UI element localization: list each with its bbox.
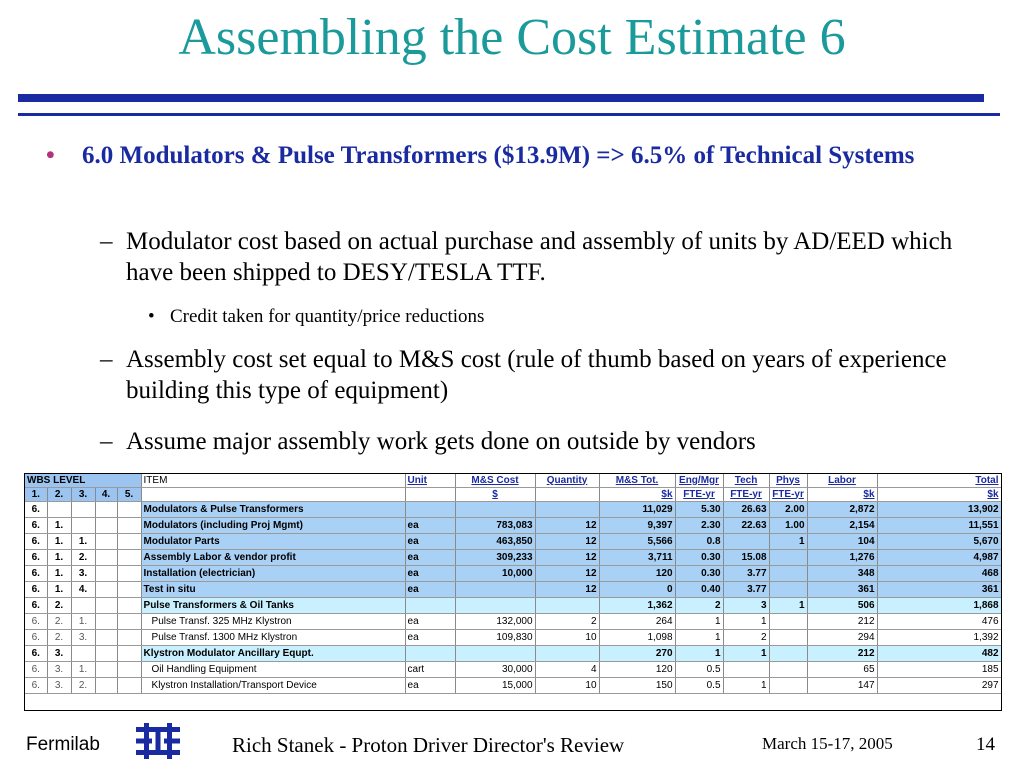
table-row — [25, 646, 1001, 662]
total-cost-cell: 185 — [877, 662, 1001, 678]
wbs-level-3-cell — [71, 598, 95, 614]
total-cost-cell: 1,868 — [877, 598, 1001, 614]
unit-cell: ea — [405, 566, 455, 582]
ms-cost-cell — [455, 646, 535, 662]
header-wbs-level: WBS LEVEL — [25, 474, 141, 488]
item-name-cell: Oil Handling Equipment — [141, 662, 405, 678]
table-row — [25, 598, 1001, 614]
tech-fte-cell: 3 — [723, 598, 769, 614]
header-level-2: 2. — [47, 488, 71, 502]
quantity-cell: 12 — [535, 582, 599, 598]
eng-mgr-fte-cell: 0.40 — [675, 582, 723, 598]
item-name-cell: Pulse Transf. 325 MHz Klystron — [141, 614, 405, 630]
wbs-level-3-cell: 1. — [71, 662, 95, 678]
unit-cell: ea — [405, 678, 455, 694]
phys-fte-cell — [769, 630, 807, 646]
header-tech-unit: FTE-yr — [723, 488, 769, 502]
total-cost-cell: 297 — [877, 678, 1001, 694]
table-row — [25, 662, 1001, 678]
tech-fte-cell: 1 — [723, 614, 769, 630]
labor-cost-cell: 506 — [807, 598, 877, 614]
tech-fte-cell: 15.08 — [723, 550, 769, 566]
wbs-level-1-cell: 6. — [25, 550, 47, 566]
header-quantity-sub — [535, 488, 599, 502]
total-cost-cell: 11,551 — [877, 518, 1001, 534]
header-total-unit: $k — [877, 488, 1001, 502]
bullet-text: 6.0 Modulators & Pulse Transformers ($13.9M) => 6.5% of Technical Systems — [82, 142, 915, 169]
wbs-level-5-cell — [117, 566, 141, 582]
item-name-cell: Modulators & Pulse Transformers — [141, 502, 405, 518]
ms-total-cell: 120 — [599, 566, 675, 582]
ms-total-cell: 120 — [599, 662, 675, 678]
wbs-level-1-cell: 6. — [25, 662, 47, 678]
header-eng-unit: FTE-yr — [675, 488, 723, 502]
phys-fte-cell: 1 — [769, 534, 807, 550]
wbs-level-5-cell — [117, 518, 141, 534]
item-name-cell: Klystron Modulator Ancillary Equpt. — [141, 646, 405, 662]
bullet-dot-small: • — [148, 306, 155, 327]
total-cost-cell: 13,902 — [877, 502, 1001, 518]
header-ms-tot-unit: $k — [599, 488, 675, 502]
labor-cost-cell: 147 — [807, 678, 877, 694]
unit-cell: cart — [405, 662, 455, 678]
wbs-level-1-cell: 6. — [25, 518, 47, 534]
phys-fte-cell — [769, 646, 807, 662]
wbs-level-1-cell: 6. — [25, 582, 47, 598]
phys-fte-cell — [769, 582, 807, 598]
header-item-sub — [141, 488, 405, 502]
eng-mgr-fte-cell: 0.30 — [675, 550, 723, 566]
wbs-level-3-cell: 1. — [71, 614, 95, 630]
item-name-cell: Modulator Parts — [141, 534, 405, 550]
item-name-cell: Klystron Installation/Transport Device — [141, 678, 405, 694]
phys-fte-cell — [769, 662, 807, 678]
wbs-level-1-cell: 6. — [25, 646, 47, 662]
eng-mgr-fte-cell: 0.5 — [675, 678, 723, 694]
ms-total-cell: 3,711 — [599, 550, 675, 566]
quantity-cell: 10 — [535, 678, 599, 694]
wbs-level-3-cell: 2. — [71, 550, 95, 566]
ms-cost-cell — [455, 502, 535, 518]
labor-cost-cell: 104 — [807, 534, 877, 550]
wbs-table — [25, 474, 1002, 694]
tech-fte-cell: 22.63 — [723, 518, 769, 534]
quantity-cell: 10 — [535, 630, 599, 646]
item-name-cell: Modulators (including Proj Mgmt) — [141, 518, 405, 534]
sub-bullet-text: Assume major assembly work gets done on outside by vendors — [126, 428, 756, 455]
wbs-level-4-cell — [95, 518, 117, 534]
unit-cell: ea — [405, 518, 455, 534]
eng-mgr-fte-cell: 0.5 — [675, 662, 723, 678]
wbs-level-1-cell: 6. — [25, 566, 47, 582]
wbs-level-5-cell — [117, 678, 141, 694]
sub-bullet-text: Modulator cost based on actual purchase and assembly of units by AD/EED which have been shipped to DESY/TESLA TTF. — [126, 228, 953, 286]
ms-cost-cell — [455, 582, 535, 598]
wbs-level-4-cell — [95, 534, 117, 550]
header-labor: Labor — [807, 474, 877, 488]
phys-fte-cell — [769, 614, 807, 630]
wbs-level-5-cell — [117, 550, 141, 566]
item-name-cell: Assembly Labor & vendor profit — [141, 550, 405, 566]
ms-cost-cell: 30,000 — [455, 662, 535, 678]
total-cost-cell: 4,987 — [877, 550, 1001, 566]
wbs-level-1-cell: 6. — [25, 502, 47, 518]
ms-total-cell: 264 — [599, 614, 675, 630]
wbs-level-3-cell: 3. — [71, 630, 95, 646]
fermilab-logo-icon — [134, 721, 182, 766]
dash-glyph: – — [100, 428, 113, 455]
wbs-level-3-cell — [71, 646, 95, 662]
tech-fte-cell: 26.63 — [723, 502, 769, 518]
quantity-cell: 12 — [535, 566, 599, 582]
table-row — [25, 678, 1001, 694]
unit-cell — [405, 646, 455, 662]
wbs-level-4-cell — [95, 614, 117, 630]
header-quantity: Quantity — [535, 474, 599, 488]
wbs-level-5-cell — [117, 502, 141, 518]
eng-mgr-fte-cell: 2.30 — [675, 518, 723, 534]
unit-cell: ea — [405, 630, 455, 646]
table-row — [25, 502, 1001, 518]
wbs-level-2-cell — [47, 502, 71, 518]
ms-total-cell: 11,029 — [599, 502, 675, 518]
wbs-level-2-cell: 1. — [47, 566, 71, 582]
labor-cost-cell: 2,872 — [807, 502, 877, 518]
phys-fte-cell — [769, 678, 807, 694]
ms-total-cell: 150 — [599, 678, 675, 694]
wbs-level-2-cell: 1. — [47, 582, 71, 598]
ms-total-cell: 9,397 — [599, 518, 675, 534]
tech-fte-cell: 1 — [723, 646, 769, 662]
header-eng-mgr: Eng/Mgr — [675, 474, 723, 488]
phys-fte-cell — [769, 550, 807, 566]
phys-fte-cell: 1 — [769, 598, 807, 614]
bullet-dot: • — [46, 142, 55, 169]
tech-fte-cell — [723, 662, 769, 678]
footer-presenter: Rich Stanek - Proton Driver Director's Review — [232, 733, 625, 757]
labor-cost-cell: 348 — [807, 566, 877, 582]
wbs-level-2-cell: 3. — [47, 646, 71, 662]
quantity-cell — [535, 598, 599, 614]
wbs-level-3-cell: 2. — [71, 678, 95, 694]
header-total: Total — [877, 474, 1001, 488]
ms-total-cell: 270 — [599, 646, 675, 662]
header-level-3: 3. — [71, 488, 95, 502]
item-name-cell: Pulse Transformers & Oil Tanks — [141, 598, 405, 614]
quantity-cell — [535, 646, 599, 662]
ms-cost-cell: 109,830 — [455, 630, 535, 646]
wbs-level-2-cell: 1. — [47, 534, 71, 550]
eng-mgr-fte-cell: 5.30 — [675, 502, 723, 518]
quantity-cell: 2 — [535, 614, 599, 630]
unit-cell — [405, 598, 455, 614]
ms-cost-cell: 463,850 — [455, 534, 535, 550]
wbs-level-3-cell — [71, 502, 95, 518]
wbs-level-2-cell: 2. — [47, 614, 71, 630]
header-labor-unit: $k — [807, 488, 877, 502]
wbs-level-4-cell — [95, 550, 117, 566]
tech-fte-cell: 3.77 — [723, 566, 769, 582]
unit-cell: ea — [405, 582, 455, 598]
total-cost-cell: 1,392 — [877, 630, 1001, 646]
table-row — [25, 550, 1001, 566]
tech-fte-cell: 3.77 — [723, 582, 769, 598]
dash-glyph: – — [100, 346, 113, 373]
total-cost-cell: 361 — [877, 582, 1001, 598]
wbs-level-5-cell — [117, 614, 141, 630]
wbs-level-4-cell — [95, 646, 117, 662]
cost-estimate-table — [24, 473, 1002, 711]
sub-sub-bullet-text: Credit taken for quantity/price reductions — [170, 306, 485, 327]
wbs-level-5-cell — [117, 662, 141, 678]
title-rule-thin — [18, 113, 1000, 116]
labor-cost-cell: 294 — [807, 630, 877, 646]
table-row — [25, 630, 1001, 646]
unit-cell — [405, 502, 455, 518]
header-unit: Unit — [405, 474, 455, 488]
wbs-level-5-cell — [117, 582, 141, 598]
wbs-level-5-cell — [117, 646, 141, 662]
wbs-level-2-cell: 1. — [47, 550, 71, 566]
header-level-5: 5. — [117, 488, 141, 502]
phys-fte-cell — [769, 566, 807, 582]
labor-cost-cell: 1,276 — [807, 550, 877, 566]
total-cost-cell: 482 — [877, 646, 1001, 662]
header-ms-cost: M&S Cost — [455, 474, 535, 488]
page-number: 14 — [976, 734, 995, 755]
unit-cell: ea — [405, 614, 455, 630]
quantity-cell: 12 — [535, 534, 599, 550]
wbs-level-2-cell: 3. — [47, 678, 71, 694]
header-row-1 — [25, 474, 1001, 488]
labor-cost-cell: 2,154 — [807, 518, 877, 534]
table-row — [25, 566, 1001, 582]
labor-cost-cell: 212 — [807, 646, 877, 662]
ms-total-cell: 5,566 — [599, 534, 675, 550]
eng-mgr-fte-cell: 0.30 — [675, 566, 723, 582]
wbs-level-5-cell — [117, 534, 141, 550]
wbs-level-2-cell: 1. — [47, 518, 71, 534]
ms-total-cell: 0 — [599, 582, 675, 598]
total-cost-cell: 476 — [877, 614, 1001, 630]
footer-org: Fermilab — [26, 734, 100, 755]
phys-fte-cell: 2.00 — [769, 502, 807, 518]
wbs-level-3-cell: 3. — [71, 566, 95, 582]
ms-cost-cell: 132,000 — [455, 614, 535, 630]
header-row-2 — [25, 488, 1001, 502]
wbs-level-4-cell — [95, 502, 117, 518]
wbs-level-5-cell — [117, 598, 141, 614]
header-phys: Phys — [769, 474, 807, 488]
quantity-cell: 12 — [535, 518, 599, 534]
item-name-cell: Pulse Transf. 1300 MHz Klystron — [141, 630, 405, 646]
dash-glyph: – — [100, 228, 113, 255]
wbs-level-2-cell: 2. — [47, 630, 71, 646]
unit-cell: ea — [405, 534, 455, 550]
wbs-level-4-cell — [95, 582, 117, 598]
eng-mgr-fte-cell: 1 — [675, 630, 723, 646]
wbs-level-4-cell — [95, 662, 117, 678]
table-row — [25, 614, 1001, 630]
footer-date: March 15-17, 2005 — [762, 734, 893, 753]
wbs-level-2-cell: 3. — [47, 662, 71, 678]
phys-fte-cell: 1.00 — [769, 518, 807, 534]
header-level-1: 1. — [25, 488, 47, 502]
header-level-4: 4. — [95, 488, 117, 502]
header-ms-cost-unit: $ — [455, 488, 535, 502]
wbs-level-1-cell: 6. — [25, 630, 47, 646]
ms-cost-cell: 309,233 — [455, 550, 535, 566]
header-phys-unit: FTE-yr — [769, 488, 807, 502]
wbs-level-1-cell: 6. — [25, 598, 47, 614]
slide-title: Assembling the Cost Estimate 6 — [178, 9, 846, 66]
table-row — [25, 582, 1001, 598]
wbs-level-4-cell — [95, 630, 117, 646]
wbs-level-5-cell — [117, 630, 141, 646]
tech-fte-cell: 2 — [723, 630, 769, 646]
wbs-level-1-cell: 6. — [25, 534, 47, 550]
wbs-level-4-cell — [95, 566, 117, 582]
ms-cost-cell: 10,000 — [455, 566, 535, 582]
quantity-cell — [535, 502, 599, 518]
sub-bullet-text: Assembly cost set equal to M&S cost (rule of thumb based on years of experience building this type of equipment) — [126, 346, 947, 404]
unit-cell: ea — [405, 550, 455, 566]
header-ms-tot: M&S Tot. — [599, 474, 675, 488]
wbs-level-3-cell: 4. — [71, 582, 95, 598]
title-rule-thick — [18, 94, 984, 102]
table-body — [25, 502, 1001, 694]
eng-mgr-fte-cell: 2 — [675, 598, 723, 614]
total-cost-cell: 468 — [877, 566, 1001, 582]
quantity-cell: 12 — [535, 550, 599, 566]
quantity-cell: 4 — [535, 662, 599, 678]
header-tech: Tech — [723, 474, 769, 488]
eng-mgr-fte-cell: 1 — [675, 614, 723, 630]
total-cost-cell: 5,670 — [877, 534, 1001, 550]
tech-fte-cell: 1 — [723, 678, 769, 694]
wbs-level-2-cell: 2. — [47, 598, 71, 614]
wbs-level-1-cell: 6. — [25, 614, 47, 630]
table-row — [25, 518, 1001, 534]
eng-mgr-fte-cell: 1 — [675, 646, 723, 662]
wbs-level-4-cell — [95, 678, 117, 694]
wbs-level-3-cell — [71, 518, 95, 534]
table-row — [25, 534, 1001, 550]
ms-cost-cell — [455, 598, 535, 614]
wbs-level-1-cell: 6. — [25, 678, 47, 694]
header-item: ITEM — [141, 474, 405, 488]
ms-total-cell: 1,098 — [599, 630, 675, 646]
ms-cost-cell: 783,083 — [455, 518, 535, 534]
ms-cost-cell: 15,000 — [455, 678, 535, 694]
wbs-level-3-cell: 1. — [71, 534, 95, 550]
item-name-cell: Test in situ — [141, 582, 405, 598]
header-unit-sub — [405, 488, 455, 502]
labor-cost-cell: 361 — [807, 582, 877, 598]
wbs-level-4-cell — [95, 598, 117, 614]
eng-mgr-fte-cell: 0.8 — [675, 534, 723, 550]
tech-fte-cell — [723, 534, 769, 550]
labor-cost-cell: 65 — [807, 662, 877, 678]
labor-cost-cell: 212 — [807, 614, 877, 630]
ms-total-cell: 1,362 — [599, 598, 675, 614]
item-name-cell: Installation (electrician) — [141, 566, 405, 582]
